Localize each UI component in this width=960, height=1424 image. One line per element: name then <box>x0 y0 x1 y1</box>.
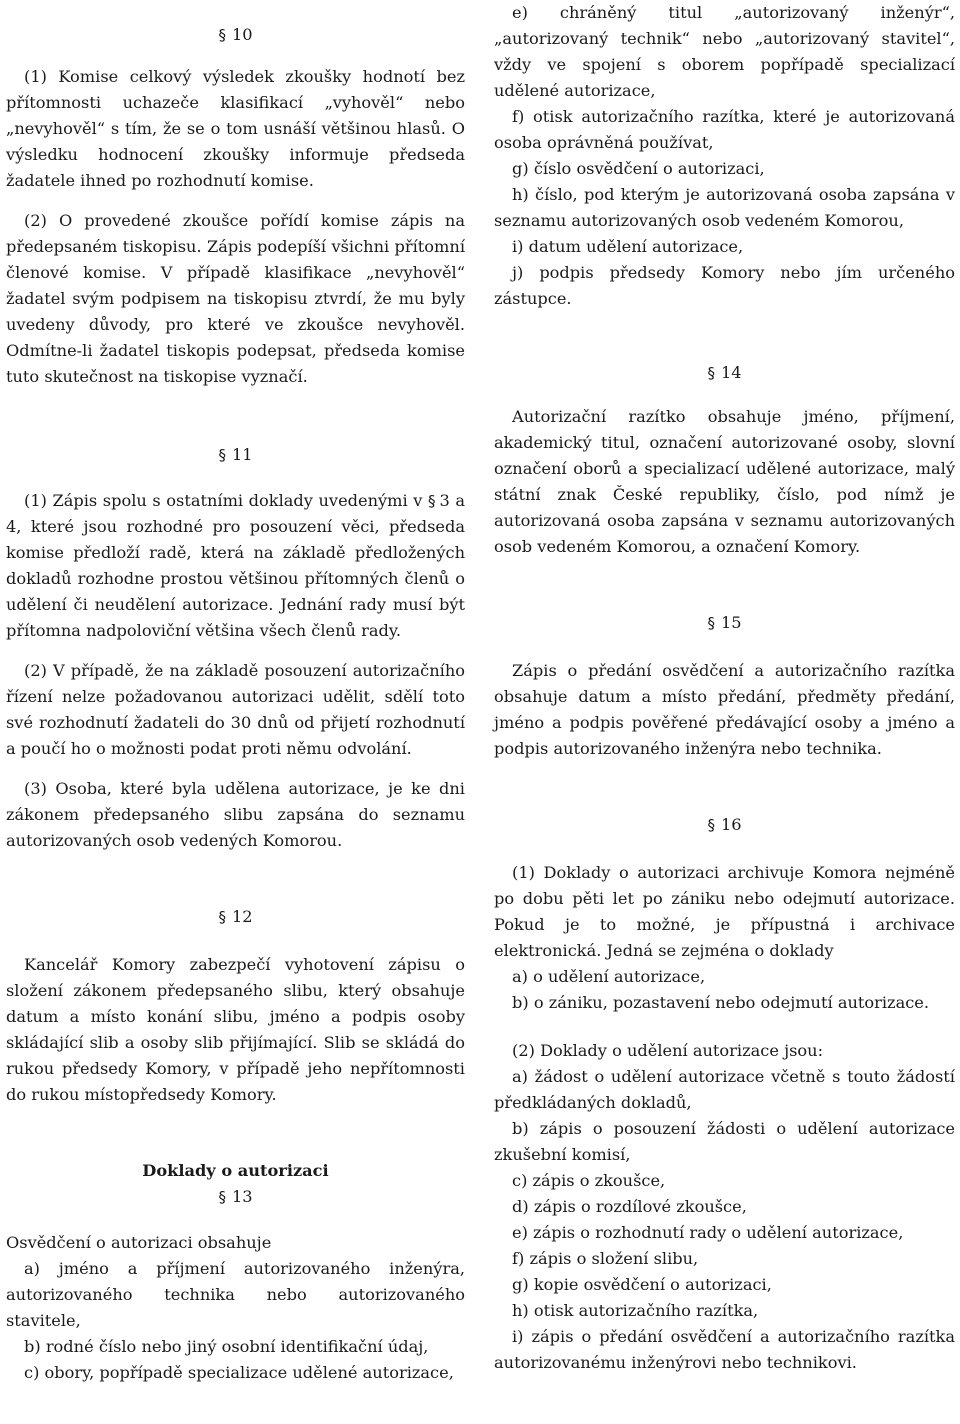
section-16-paragraph-1: (1) Doklady o autorizaci archivuje Komora nejméně po dobu pěti let po zániku nebo odejmutí autorizace. Pokud je to možné, je přípustná i archivace elektronická. Jedná se zejména o doklady <box>494 863 955 960</box>
section-16-item-1b: b) o zániku, pozastavení nebo odejmutí autorizace. <box>512 993 930 1012</box>
section-13-item-j: j) podpis předsedy Komory nebo jím určeného zástupce. <box>494 263 955 308</box>
right-column <box>494 0 955 1376</box>
section-16-paragraph-2: (2) Doklady o udělení autorizace jsou: <box>512 1041 824 1060</box>
section-sign-icon: § <box>218 908 226 926</box>
section-15-paragraph: Zápis o předání osvědčení a autorizačního razítka obsahuje datum a místo předání, předměty předání, jméno a podpis pověřené předávající osoby a jméno a podpis autorizovaného inženýra nebo technika. <box>494 661 955 758</box>
section-16-item-2c: c) zápis o zkoušce, <box>512 1171 666 1190</box>
section-10-heading: § 10 <box>218 25 253 44</box>
section-13-item-f: f) otisk autorizačního razítka, které je autorizovaná osoba oprávněná používat, <box>494 107 955 152</box>
section-11-heading: § 11 <box>218 445 253 464</box>
section-14-heading: § 14 <box>707 363 742 382</box>
section-11-paragraph-3: (3) Osoba, které byla udělena autorizace, je ke dni zákonem předepsaného slibu zapsána do seznamu autorizovaných osob vedených Komorou. <box>6 779 465 850</box>
section-sign-icon: § <box>427 492 436 510</box>
section-11-paragraph-1: (1) Zápis spolu s ostatními doklady uvedenými v § 3 a 4, které jsou rozhodné pro posouzení věci, předseda komise předloží radě, která na základě předložených dokladů rozhodne prostou většinou přítomných členů o udělení či neudělení autorizace. Jednání rady musí být přítomna nadpoloviční většina všech členů rady. <box>6 491 465 640</box>
section-16-item-2e: e) zápis o rozhodnutí rady o udělení autorizace, <box>512 1223 904 1242</box>
section-16-item-2g: g) kopie osvědčení o autorizaci, <box>512 1275 772 1294</box>
doklady-heading: Doklady o autorizaci <box>142 1161 329 1180</box>
section-sign-icon: § <box>707 364 715 382</box>
section-13-heading: § 13 <box>218 1187 253 1206</box>
section-13-item-b: b) rodné číslo nebo jiný osobní identifikační údaj, <box>24 1337 429 1356</box>
section-10-paragraph-2: (2) O provedené zkoušce pořídí komise zápis na předepsaném tiskopisu. Zápis podepíší všichni přítomní členové komise. V případě klasifikace „nevyhověl“ žadatel svým podpisem na tiskopisu ztvrdí, že mu byly uvedeny důvody, pro které ve zkoušce nevyhověl. Odmítne-li žadatel tiskopis podepsat, předseda komise tuto skutečnost na tiskopise vyznačí. <box>6 211 465 386</box>
section-16-item-2f: f) zápis o složení slibu, <box>512 1249 699 1268</box>
section-13-item-a: a) jméno a příjmení autorizovaného inženýra, autorizovaného technika nebo autorizovaného stavitele, <box>6 1259 465 1330</box>
section-10-paragraph-1: (1) Komise celkový výsledek zkoušky hodnotí bez přítomnosti uchazeče klasifikací „vyhověl“ nebo „nevyhověl“ s tím, že se o tom usnáší většinou hlasů. O výsledku hodnocení zkoušky informuje předseda žadatele ihned po rozhodnutí komise. <box>6 67 465 190</box>
section-16-item-2i: i) zápis o předání osvědčení a autorizačního razítka autorizovanému inženýrovi nebo technikovi. <box>494 1327 955 1372</box>
section-12-paragraph: Kancelář Komory zabezpečí vyhotovení zápisu o složení zákonem předepsaného slibu, který obsahuje datum a místo konání slibu, jméno a podpis osoby skládající slib a osoby slib přijímající. Slib se skládá do rukou předsedy Komory, v případě jeho nepřítomnosti do rukou místopředsedy Komory. <box>6 955 465 1104</box>
section-12-heading: § 12 <box>218 907 253 926</box>
section-15-heading: § 15 <box>707 613 742 632</box>
section-16-item-2d: d) zápis o rozdílové zkoušce, <box>512 1197 747 1216</box>
section-16-item-2b: b) zápis o posouzení žádosti o udělení autorizace zkušební komisí, <box>494 1119 955 1164</box>
section-sign-icon: § <box>707 816 715 834</box>
section-16-item-1a: a) o udělení autorizace, <box>512 967 706 986</box>
section-13-item-c: c) obory, popřípadě specializace udělené autorizace, <box>24 1363 454 1382</box>
left-column <box>6 0 465 1386</box>
section-13-item-i: i) datum udělení autorizace, <box>512 237 744 256</box>
section-13-item-e: e) chráněný titul „autorizovaný inženýr“, „autorizovaný technik“ nebo „autorizovaný stavitel“, vždy ve spojení s oborem popřípadě specializací udělené autorizace, <box>494 3 955 100</box>
section-16-heading: § 16 <box>707 815 742 834</box>
section-13-intro: Osvědčení o autorizaci obsahuje <box>6 1233 272 1252</box>
section-sign-icon: § <box>707 614 715 632</box>
section-16-item-2a: a) žádost o udělení autorizace včetně s touto žádostí předkládaných dokladů, <box>494 1067 955 1112</box>
section-13-item-h: h) číslo, pod kterým je autorizovaná osoba zapsána v seznamu autorizovaných osob vedeném Komorou, <box>494 185 955 230</box>
section-sign-icon: § <box>218 446 226 464</box>
section-14-paragraph: Autorizační razítko obsahuje jméno, příjmení, akademický titul, označení autorizované osoby, slovní označení oborů a specializací udělené autorizace, malý státní znak České republiky, číslo, pod nímž je autorizovaná osoba zapsána v seznamu autorizovaných osob vedeném Komorou, a označení Komory. <box>494 407 955 556</box>
section-16-item-2h: h) otisk autorizačního razítka, <box>512 1301 759 1320</box>
section-11-paragraph-2: (2) V případě, že na základě posouzení autorizačního řízení nelze požadovanou autorizaci udělit, sdělí toto své rozhodnutí žadateli do 30 dnů od přijetí rozhodnutí a poučí ho o možnosti podat proti němu odvolání. <box>6 661 465 758</box>
section-sign-icon: § <box>218 26 226 44</box>
section-sign-icon: § <box>218 1188 226 1206</box>
section-13-item-g: g) číslo osvědčení o autorizaci, <box>512 159 765 178</box>
